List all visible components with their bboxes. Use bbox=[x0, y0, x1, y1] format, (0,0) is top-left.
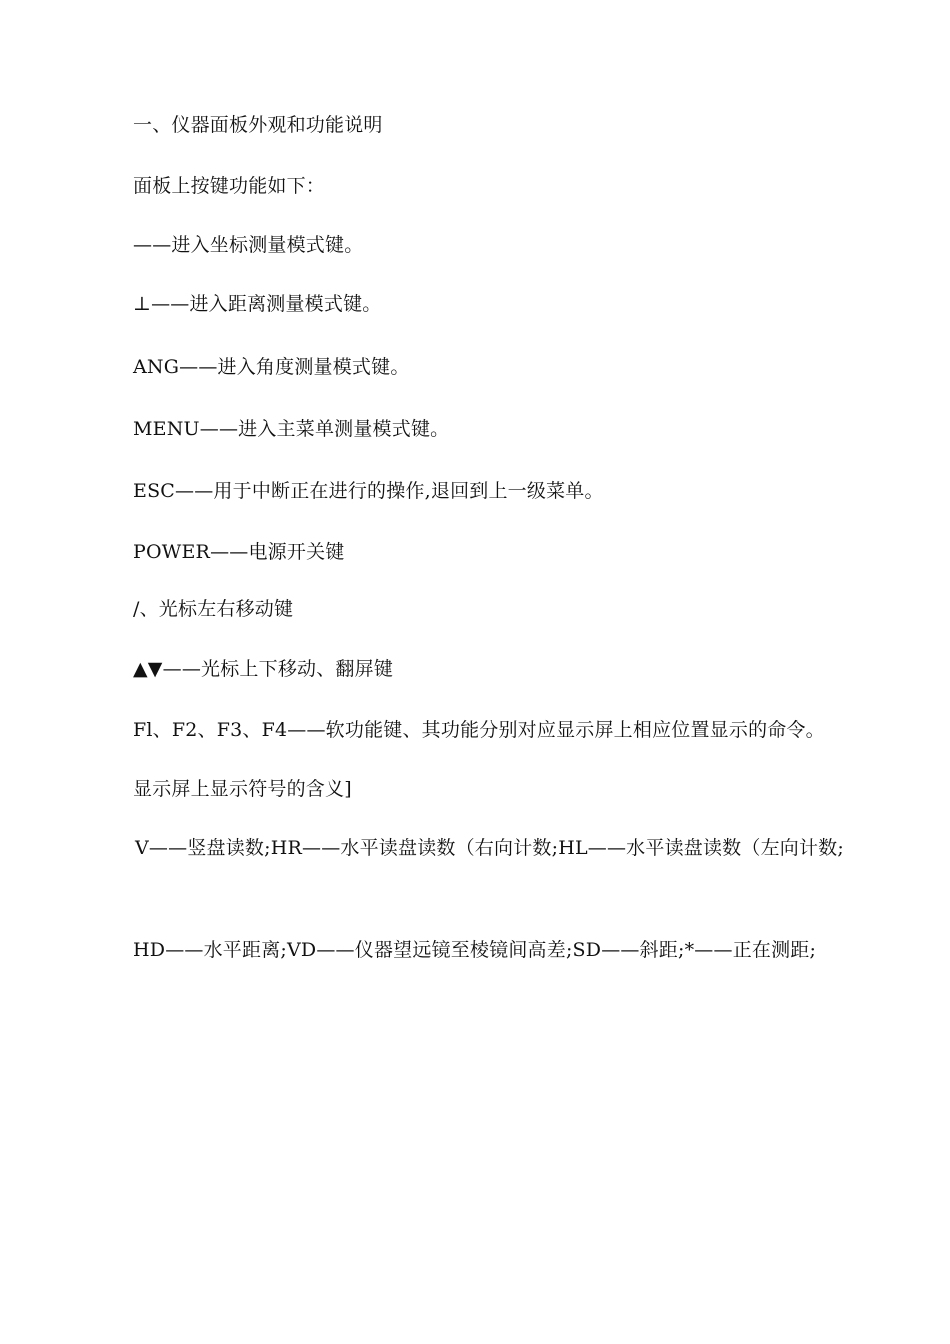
paragraph-symbols-intro: 显示屏上显示符号的含义] bbox=[133, 778, 352, 800]
paragraph-symbols-angle: V——竖盘读数;HR——水平读盘读数（右向计数;HL——水平读盘读数（左向计数; bbox=[135, 837, 844, 859]
paragraph-symbols-distance: HD——水平距离;VD——仪器望远镜至棱镜间高差;SD——斜距;*——正在测距; bbox=[133, 939, 817, 961]
paragraph-ang-key: ANG——进入角度测量模式键。 bbox=[133, 356, 410, 378]
paragraph-coordinate-key: ——进入坐标测量模式键。 bbox=[133, 234, 364, 256]
paragraph-cursor-ud-key: ▲▼——光标上下移动、翻屏键 bbox=[133, 658, 394, 680]
paragraph-esc-key: ESC——用于中断正在进行的操作,退回到上一级菜单。 bbox=[133, 480, 604, 502]
paragraph-menu-key: MENU——进入主菜单测量模式键。 bbox=[133, 418, 450, 440]
paragraph-keys-intro: 面板上按键功能如下： bbox=[133, 175, 326, 197]
section-heading: 一、仪器面板外观和功能说明 bbox=[133, 114, 383, 136]
paragraph-cursor-lr-key: /、光标左右移动键 bbox=[133, 598, 294, 620]
paragraph-power-key: POWER——电源开关键 bbox=[133, 541, 345, 563]
paragraph-distance-key: ⊥——进入距离测量模式键。 bbox=[133, 293, 382, 315]
paragraph-soft-keys: Fl、F2、F3、F4——软功能键、其功能分别对应显示屏上相应位置显示的命令。 bbox=[133, 719, 825, 741]
